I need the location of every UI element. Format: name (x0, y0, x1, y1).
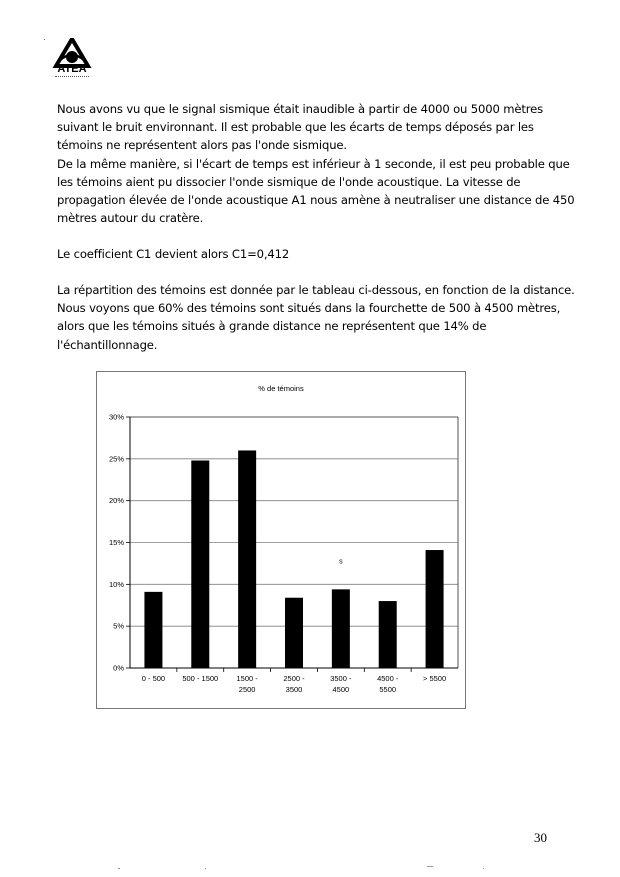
page-number: 30 (534, 830, 547, 845)
scan-speck (44, 39, 45, 40)
body-text-distribution (57, 281, 577, 354)
scan-speck (118, 868, 120, 869)
x-tick-label: 3500 (285, 685, 303, 694)
y-tick-label: 5% (113, 621, 124, 631)
logo-subtitle (55, 76, 89, 79)
scan-speck (427, 866, 433, 867)
x-tick-label: 2500 - (283, 674, 305, 683)
x-tick-label: 2500 (238, 685, 256, 694)
bar-1 (191, 461, 209, 668)
y-tick-label: 25% (108, 454, 124, 464)
scan-speck (483, 868, 484, 869)
paragraph-signal-inaudible: Nous avons vu que le signal sismique était inaudible à partir de 4000 ou 5000 mètres suivant le bruit environnant. Il est probable que les écarts de temps déposés par les témoins ne représentent alors pas l'onde sismique. (57, 102, 543, 153)
witness-distribution-chart (96, 371, 466, 709)
annotation: s (339, 558, 343, 566)
y-tick-label: 0% (113, 663, 124, 673)
bars (144, 450, 443, 668)
x-tick-label: 500 - 1500 (182, 674, 219, 683)
x-tick-label: 5500 (379, 685, 397, 694)
bar-3 (285, 598, 303, 668)
grid-lines (130, 417, 458, 626)
x-tick-label: 4500 - (377, 674, 399, 683)
y-tick-label: 15% (108, 538, 124, 547)
chart-canvas (97, 372, 465, 708)
bar-4 (332, 589, 350, 668)
bar-5 (379, 601, 397, 668)
body-text-intro (57, 100, 577, 227)
x-tick-label: 3500 - (330, 674, 352, 683)
y-tick-label: 10% (108, 579, 124, 589)
x-tick-label: > 5500 (422, 674, 447, 683)
bar-6 (426, 550, 444, 668)
chart-title: % de témoins (258, 384, 304, 393)
paragraph-time-gap: De la même manière, si l'écart de temps est inférieur à 1 seconde, il est peu probable que les témoins aient pu dissocier l'onde sismique de l'onde acoustique. La vitesse de propagation élevée de l'onde acoustique A1 nous amène à neutraliser une distance de 450 mètres autour du cratère. (57, 156, 575, 226)
body-text-coefficient (57, 245, 577, 263)
paragraph-distribution: La répartition des témoins est donnée par le tableau ci-dessous, en fonction de la distance. Nous voyons que 60% des témoins sont situés dans la fourchette de 500 à 4500 mètres, alors que les témoins situés à grande distance ne représentent que 14% de l'échantillonnage. (57, 283, 575, 352)
bar-0 (144, 592, 162, 668)
logo-text: ATEA (57, 63, 87, 75)
atea-logo (52, 38, 92, 82)
y-tick-label: 30% (108, 412, 124, 422)
x-tick-label: 4500 (332, 685, 350, 694)
paragraph-coefficient: Le coefficient C1 devient alors C1=0,412 (57, 247, 290, 261)
x-tick-label: 1500 - (236, 674, 258, 683)
bar-2 (238, 450, 256, 668)
y-tick-label: 20% (108, 496, 124, 506)
scan-speck (205, 868, 206, 869)
x-tick-label: 0 - 500 (141, 674, 166, 683)
